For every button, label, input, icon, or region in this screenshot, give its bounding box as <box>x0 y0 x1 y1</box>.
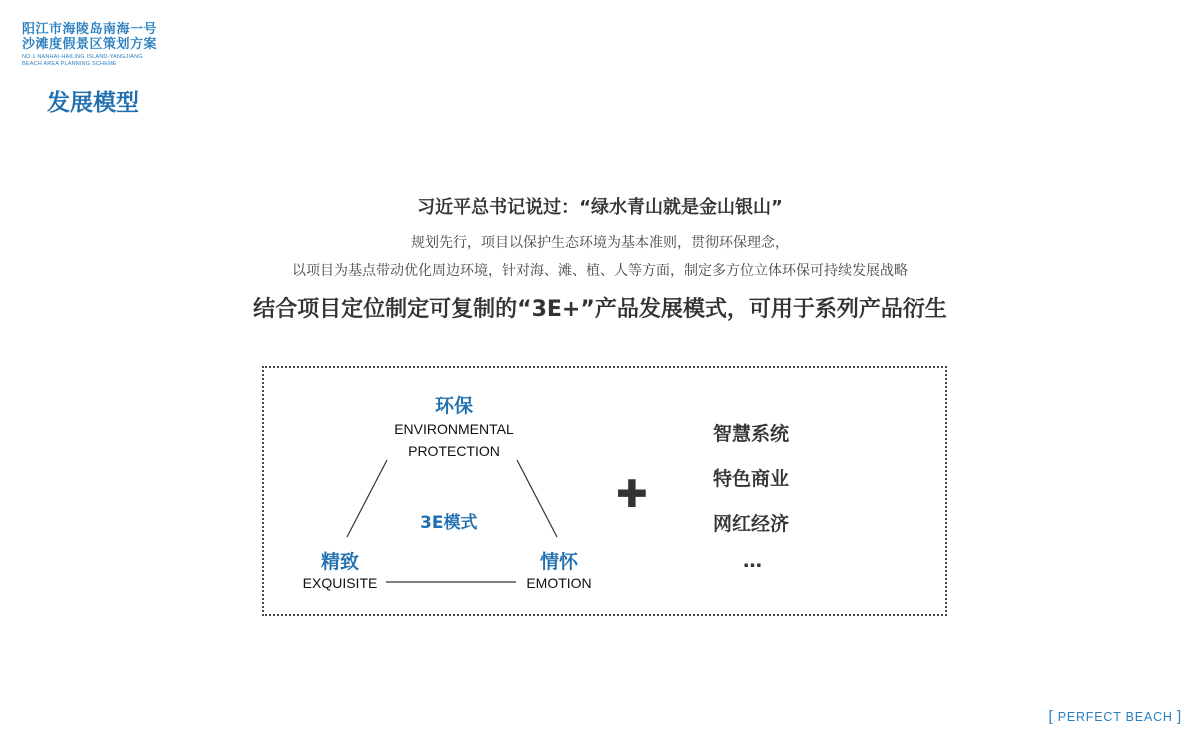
plus-icon: ✚ <box>616 472 648 516</box>
edge-top-right <box>517 460 557 537</box>
node-emotion <box>509 547 609 592</box>
node-exquisite <box>290 547 390 592</box>
center-model-label: 3E模式 <box>420 513 478 533</box>
edge-top-left <box>347 460 387 537</box>
subtitle-line-1: 规划先行，项目以保护生态环境为基本准则，贯彻环保理念， <box>411 235 789 251</box>
brand-bracket-left: [ <box>1048 708 1054 725</box>
logo-subtitle-line2: BEACH AREA PLANNING SCHEME <box>22 61 117 67</box>
brand-logo <box>1048 708 1182 725</box>
logo-subtitle-line1: NO.1 NANHAI-HAILING ISLAND-YANGJIANG <box>22 54 143 60</box>
node-environmental-zh: 环保 <box>434 395 473 417</box>
page-title: 发展模型 <box>47 90 139 116</box>
node-exquisite-en: EXQUISITE <box>302 575 378 591</box>
node-environmental-en-1: ENVIRONMENTAL <box>394 421 514 437</box>
feature-ellipsis: … <box>743 550 762 572</box>
feature-influencer-economy: 网红经济 <box>713 513 790 535</box>
node-environmental <box>374 391 534 462</box>
quote-line: 习近平总书记说过：“绿水青山就是金山银山” <box>417 197 783 218</box>
headline: 结合项目定位制定可复制的“3E+”产品发展模式，可用于系列产品衍生 <box>253 297 947 322</box>
feature-special-commerce: 特色商业 <box>713 468 790 490</box>
brand-text: PERFECT BEACH <box>1057 710 1173 724</box>
node-exquisite-zh: 精致 <box>320 551 359 573</box>
node-emotion-zh: 情怀 <box>539 551 578 573</box>
feature-smart-system: 智慧系统 <box>713 423 790 445</box>
node-emotion-en: EMOTION <box>526 575 592 591</box>
logo-title-line2: 沙滩度假景区策划方案 <box>22 37 158 52</box>
subtitle-line-2: 以项目为基点带动优化周边环境，针对海、滩、植、人等方面，制定多方位立体环保可持续发展战略 <box>292 263 908 279</box>
logo-title-line1: 阳江市海陵岛南海一号 <box>22 22 158 37</box>
brand-bracket-right: ] <box>1177 708 1182 725</box>
node-environmental-en-2: PROTECTION <box>408 443 500 459</box>
